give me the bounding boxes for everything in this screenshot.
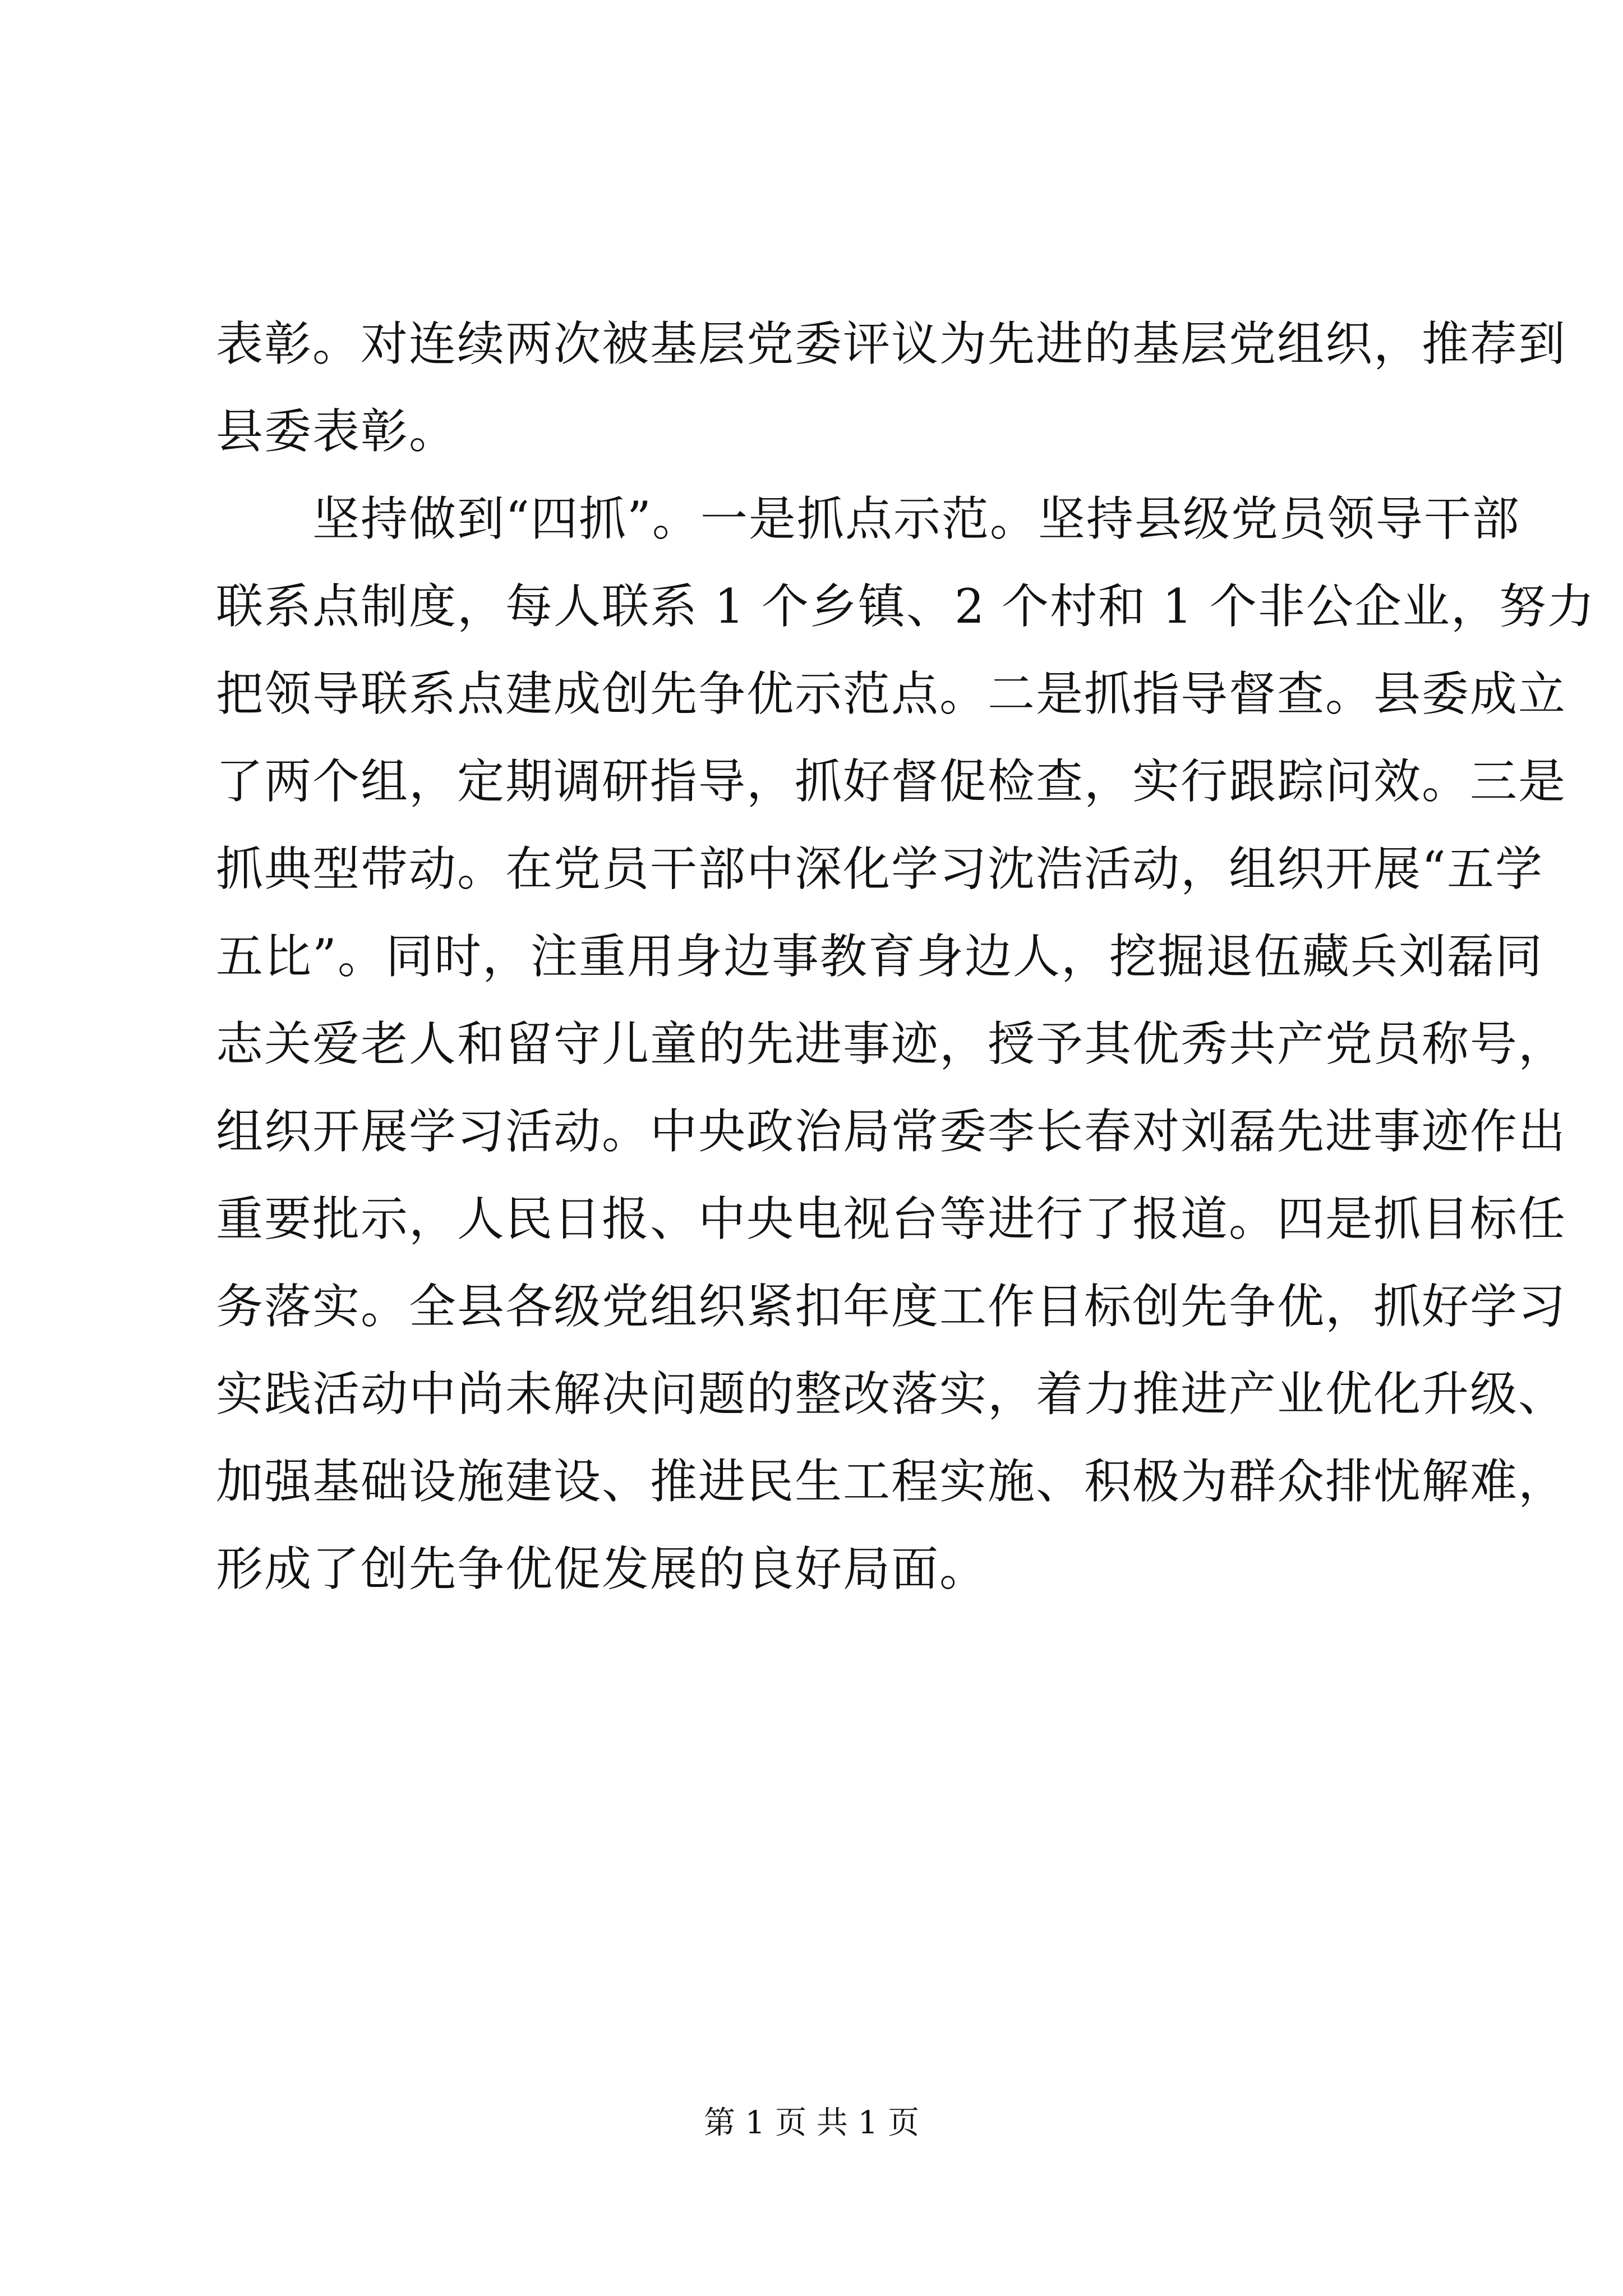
- text-line: 联系点制度，每人联系 1 个乡镇、2 个村和 1 个非公企业，努力: [216, 579, 1596, 634]
- text-line: 坚持做到“四抓”。一是抓点示范。坚持县级党员领导干部: [216, 491, 1520, 546]
- text-line: 组织开展学习活动。中央政治局常委李长春对刘磊先进事迹作出: [216, 1104, 1567, 1159]
- text-line: 形成了创先争优促发展的良好局面。: [216, 1542, 988, 1596]
- text-line: 抓典型带动。在党员干部中深化学习沈浩活动，组织开展“五学: [216, 841, 1543, 896]
- text-line: 务落实。全县各级党组织紧扣年度工作目标创先争优，抓好学习: [216, 1279, 1567, 1334]
- page-number: 第 1 页 共 1 页: [703, 2105, 920, 2141]
- page-footer: [0, 2101, 1623, 2146]
- text-line: 了两个组，定期调研指导，抓好督促检查，实行跟踪问效。三是: [216, 754, 1567, 809]
- text-line: 县委表彰。: [216, 404, 458, 459]
- body-text: [216, 300, 1596, 1613]
- text-line: 重要批示，人民日报、中央电视台等进行了报道。四是抓目标任: [216, 1191, 1567, 1246]
- text-line: 表彰。对连续两次被基层党委评议为先进的基层党组织，推荐到: [216, 316, 1567, 371]
- text-line: 志关爱老人和留守儿童的先进事迹，授予其优秀共产党员称号，: [216, 1016, 1567, 1071]
- text-line: 把领导联系点建成创先争优示范点。二是抓指导督查。县委成立: [216, 666, 1567, 721]
- text-line: 加强基础设施建设、推进民生工程实施、积极为群众排忧解难，: [216, 1454, 1567, 1509]
- text-line: 五比”。同时，注重用身边事教育身边人，挖掘退伍藏兵刘磊同: [216, 929, 1543, 984]
- text-line: 实践活动中尚未解决问题的整改落实，着力推进产业优化升级、: [216, 1366, 1567, 1421]
